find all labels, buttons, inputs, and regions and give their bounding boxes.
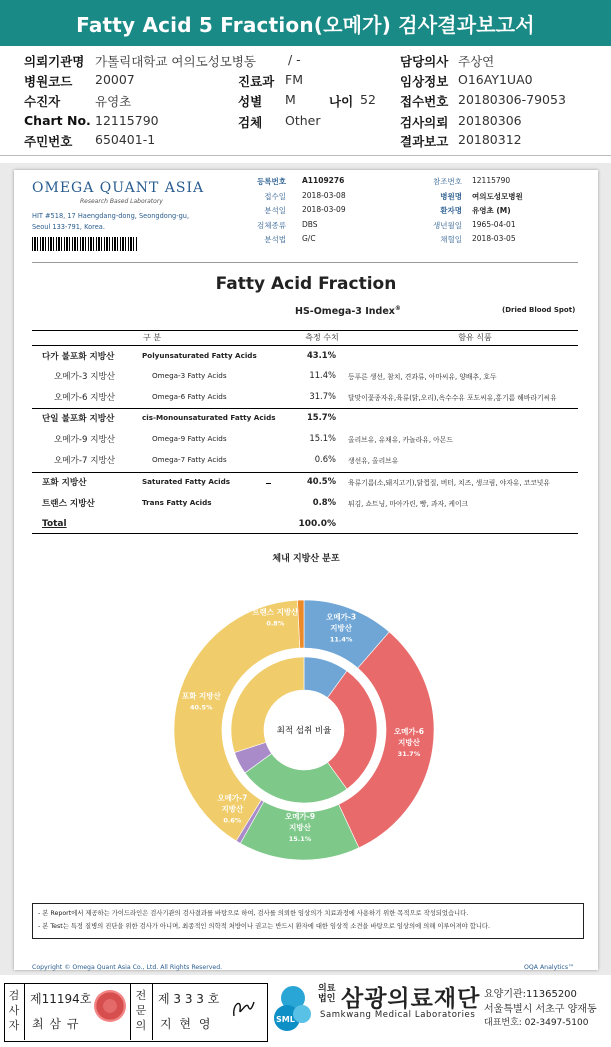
header-label: 임상정보: [400, 74, 449, 89]
meta-value: 12115790: [472, 176, 511, 185]
meta-key: 병원명: [440, 191, 462, 201]
meta-value: A1109276: [302, 176, 345, 185]
divider: [32, 262, 578, 263]
donut-center-label: 최적 섭취 비율: [276, 726, 332, 736]
row-foods: 튀김, 쇼트닝, 마아가린, 빵, 과자, 케이크: [348, 500, 469, 508]
row-category-en: Trans Fatty Acids: [142, 498, 212, 507]
row-category-ko: 단일 불포화 지방산: [42, 414, 115, 424]
row-value: 40.5%: [306, 476, 336, 486]
header-value: 20180312: [458, 132, 522, 147]
meta-key: 환자명: [440, 206, 462, 215]
row-value: 11.4%: [309, 370, 336, 380]
header-value: 20007: [95, 72, 135, 87]
inspector-name: 최 삼 규: [32, 1017, 80, 1031]
copyright: Copyright © Omega Quant Asia Co., Ltd. All Rights Reserved.: [32, 964, 223, 971]
table-bottom-rule: [32, 533, 578, 534]
note-1: - 본 Report에서 제공하는 가이드라인은 검사기관의 검사결과를 바탕으로 하여, 검사를 의뢰한 임상의가 치료과정에 사용하기 위한 목적으로 작성되었습니다.: [38, 910, 469, 917]
meta-key: 분석일: [264, 206, 286, 215]
row-category-ko: 오메가-7 지방산: [54, 456, 116, 466]
slice-label: 포화 지방산: [181, 691, 221, 701]
row-category-en: Saturated Fatty Acids: [142, 477, 231, 486]
row-category-ko: 오메가-3 지방산: [54, 372, 116, 382]
meta-key: 참조번호: [433, 177, 462, 186]
header-value: FM: [285, 72, 303, 87]
meta-key: 검체종류: [257, 220, 286, 230]
slice-label: 0.8%: [266, 619, 285, 628]
row-value: 31.7%: [309, 391, 336, 401]
header-value: M: [285, 92, 296, 107]
specialist-license: 제 3 3 3 호: [158, 992, 220, 1006]
report-page: [14, 170, 598, 970]
slice-label: 0.6%: [223, 816, 242, 825]
institution-code: 요양기관:11365200: [484, 989, 577, 1000]
divider: [152, 983, 153, 1040]
divider: [32, 408, 578, 409]
footer: [0, 980, 611, 1047]
meta-key: 분석법: [264, 235, 286, 244]
row-category-en: Omega-9 Fatty Acids: [152, 434, 227, 443]
header-label: 병원코드: [24, 74, 73, 89]
dried-blood-spot-label: (Dried Blood Spot): [502, 306, 576, 314]
header-label: 의뢰기관명: [24, 54, 85, 69]
meta-key: 채혈일: [440, 235, 462, 244]
lab-address-1: HIT #518, 17 Haengdang-dong, Seongdong-gu,: [32, 212, 190, 220]
slice-label: 11.4%: [329, 635, 353, 644]
meta-value: DBS: [302, 219, 318, 229]
row-category-en: Omega-7 Fatty Acids: [152, 455, 227, 464]
header-value: 52: [360, 92, 376, 107]
distribution-title: 체내 지방산 분포: [272, 554, 340, 564]
header-label: 진료과: [238, 74, 275, 89]
header-value: 유영초: [95, 94, 132, 109]
seal-stamp: [94, 990, 126, 1022]
slice-label: 오메가-7: [217, 793, 248, 803]
row-category-en: cis-Monounsaturated Fatty Acids: [142, 413, 276, 422]
header-label: 검체: [238, 115, 263, 130]
barcode: [32, 237, 138, 251]
row-category-en: Omega-6 Fatty Acids: [152, 392, 227, 401]
divider: [32, 472, 578, 473]
row-value: 43.1%: [306, 350, 336, 360]
meta-key: 생년월일: [433, 220, 462, 230]
col-header-food: 함유 식품: [458, 333, 492, 342]
row-value: 15.7%: [306, 412, 336, 422]
meta-key: 등록번호: [257, 177, 286, 186]
header-label: Chart No.: [24, 113, 91, 128]
row-category-ko: 오메가-6 지방산: [54, 393, 116, 403]
slice-label: 지방산: [221, 804, 244, 814]
total-label: Total: [42, 519, 67, 529]
row-value: 0.8%: [312, 497, 336, 507]
slice-label: 오메가-6: [393, 726, 425, 736]
row-foods: 달맞이꽃종자유,육류(닭,오리),옥수수유 포도씨유,홍기름 해바라기씨유: [348, 394, 557, 402]
row-foods: 등푸른 생선, 참치, 견과류, 아마씨유, 양배추, 호두: [348, 373, 497, 381]
meta-value: 1965-04-01: [472, 219, 516, 229]
header-value: 가톨릭대학교 여의도성모병동: [95, 54, 256, 69]
header-label: 나이: [329, 94, 354, 109]
header-value: 20180306: [458, 113, 522, 128]
specialist-label: 전문의: [135, 989, 147, 1032]
dash-mark: [266, 483, 271, 484]
header-label: 수진자: [24, 94, 61, 109]
row-foods: 올리브유, 유채유, 카놀라유, 아몬드: [348, 436, 453, 444]
inspector-license: 제11194호: [30, 992, 92, 1006]
fatty-acid-donut-chart: [114, 580, 494, 880]
header-label: 성별: [238, 94, 263, 109]
header-label: 결과보고: [400, 134, 449, 149]
meta-value: 유영초 (M): [472, 206, 511, 215]
fraction-title: Fatty Acid Fraction: [215, 274, 397, 294]
meta-value: 2018-03-05: [472, 234, 516, 243]
header-label: 검사의뢰: [400, 115, 449, 130]
lab-logo: OMEGA QUANT ASIA: [32, 180, 205, 196]
slice-label: 지방산: [289, 822, 311, 832]
specialist-name: 지 현 영: [160, 1017, 213, 1031]
meta-value: 2018-03-09: [302, 205, 346, 214]
header-label: 담당의사: [400, 54, 449, 69]
slice-label: 15.1%: [288, 834, 312, 843]
org-name: 삼광의료재단: [341, 986, 481, 1012]
slice-label: 31.7%: [397, 749, 421, 758]
row-value: 15.1%: [309, 433, 336, 443]
header-label: 주민번호: [24, 134, 73, 149]
row-category-en: Polyunsaturated Fatty Acids: [142, 351, 257, 360]
row-foods: 육류기름(소,돼지고기),닭껍질, 버터, 치즈, 생크림, 야자유, 코코넛유: [348, 479, 550, 487]
slice-label: 오메가-3: [326, 612, 357, 622]
header-value: 650401-1: [95, 132, 156, 147]
slice-label: 지방산: [398, 737, 420, 747]
table-top-rule: [32, 330, 578, 331]
row-category-ko: 트랜스 지방산: [42, 499, 95, 509]
report-title: Fatty Acid 5 Fraction(오메가) 검사결과보고서: [0, 0, 611, 46]
row-category-en: Omega-3 Fatty Acids: [152, 371, 227, 380]
slice-label: 오메가-9: [284, 811, 316, 821]
row-category-ko: 다가 불포화 지방산: [42, 352, 115, 362]
row-foods: 생선유, 올리브유: [348, 457, 399, 465]
row-category-ko: 포화 지방산: [42, 478, 87, 488]
org-tag: 의료 법인: [318, 984, 336, 1004]
org-address: 서울특별시 서초구 양재동: [484, 1004, 597, 1015]
brand-mark: OQA Analytics™: [524, 964, 575, 971]
divider: [24, 983, 25, 1040]
header-value: / -: [288, 52, 301, 67]
header-value: 12115790: [95, 113, 159, 128]
header-label: 접수번호: [400, 94, 449, 109]
lab-address-2: Seoul 133-791, Korea.: [32, 223, 105, 231]
lab-subtitle: Research Based Laboratory: [80, 198, 163, 205]
header-value: O16AY1UA0: [458, 72, 533, 87]
sml-logo-text: SML: [276, 1015, 295, 1024]
note-2: - 본 Test는 특정 질병의 진단을 위한 검사가 아니며, 최종적인 의학적 처방이나 권고는 반드시 환자에 대한 임상적 소견을 바탕으로 임상의에 의해 이루어져야 합니다.: [38, 923, 491, 930]
col-header-category: 구 분: [143, 333, 161, 342]
slice-label: 40.5%: [190, 703, 213, 712]
signature: [228, 992, 260, 1024]
slice-label: 지방산: [330, 623, 352, 633]
table-header-rule: [32, 345, 578, 346]
meta-value: G/C: [302, 234, 316, 243]
divider: [130, 983, 131, 1040]
header-value: 주상연: [458, 54, 495, 69]
org-english-name: Samkwang Medical Laboratories: [320, 1010, 476, 1020]
sml-logo: [270, 980, 316, 1040]
divider: [0, 155, 611, 156]
col-header-value: 측정 수치: [305, 333, 339, 342]
total-value: 100.0%: [298, 519, 336, 529]
index-label: HS-Omega-3 Index®: [295, 305, 401, 318]
meta-value: 여의도성모병원: [472, 191, 523, 201]
inspector-label: 검사자: [8, 989, 20, 1032]
row-category-ko: 오메가-9 지방산: [54, 435, 116, 445]
notes-box: [32, 903, 584, 939]
row-value: 0.6%: [314, 454, 336, 464]
header-value: Other: [285, 113, 321, 128]
header-value: 20180306-79053: [458, 92, 566, 107]
slice-label: 트랜스 지방산: [252, 607, 299, 617]
meta-key: 접수일: [264, 191, 286, 201]
meta-value: 2018-03-08: [302, 190, 346, 200]
org-phone: 대표번호: 02-3497-5100: [484, 1018, 589, 1028]
